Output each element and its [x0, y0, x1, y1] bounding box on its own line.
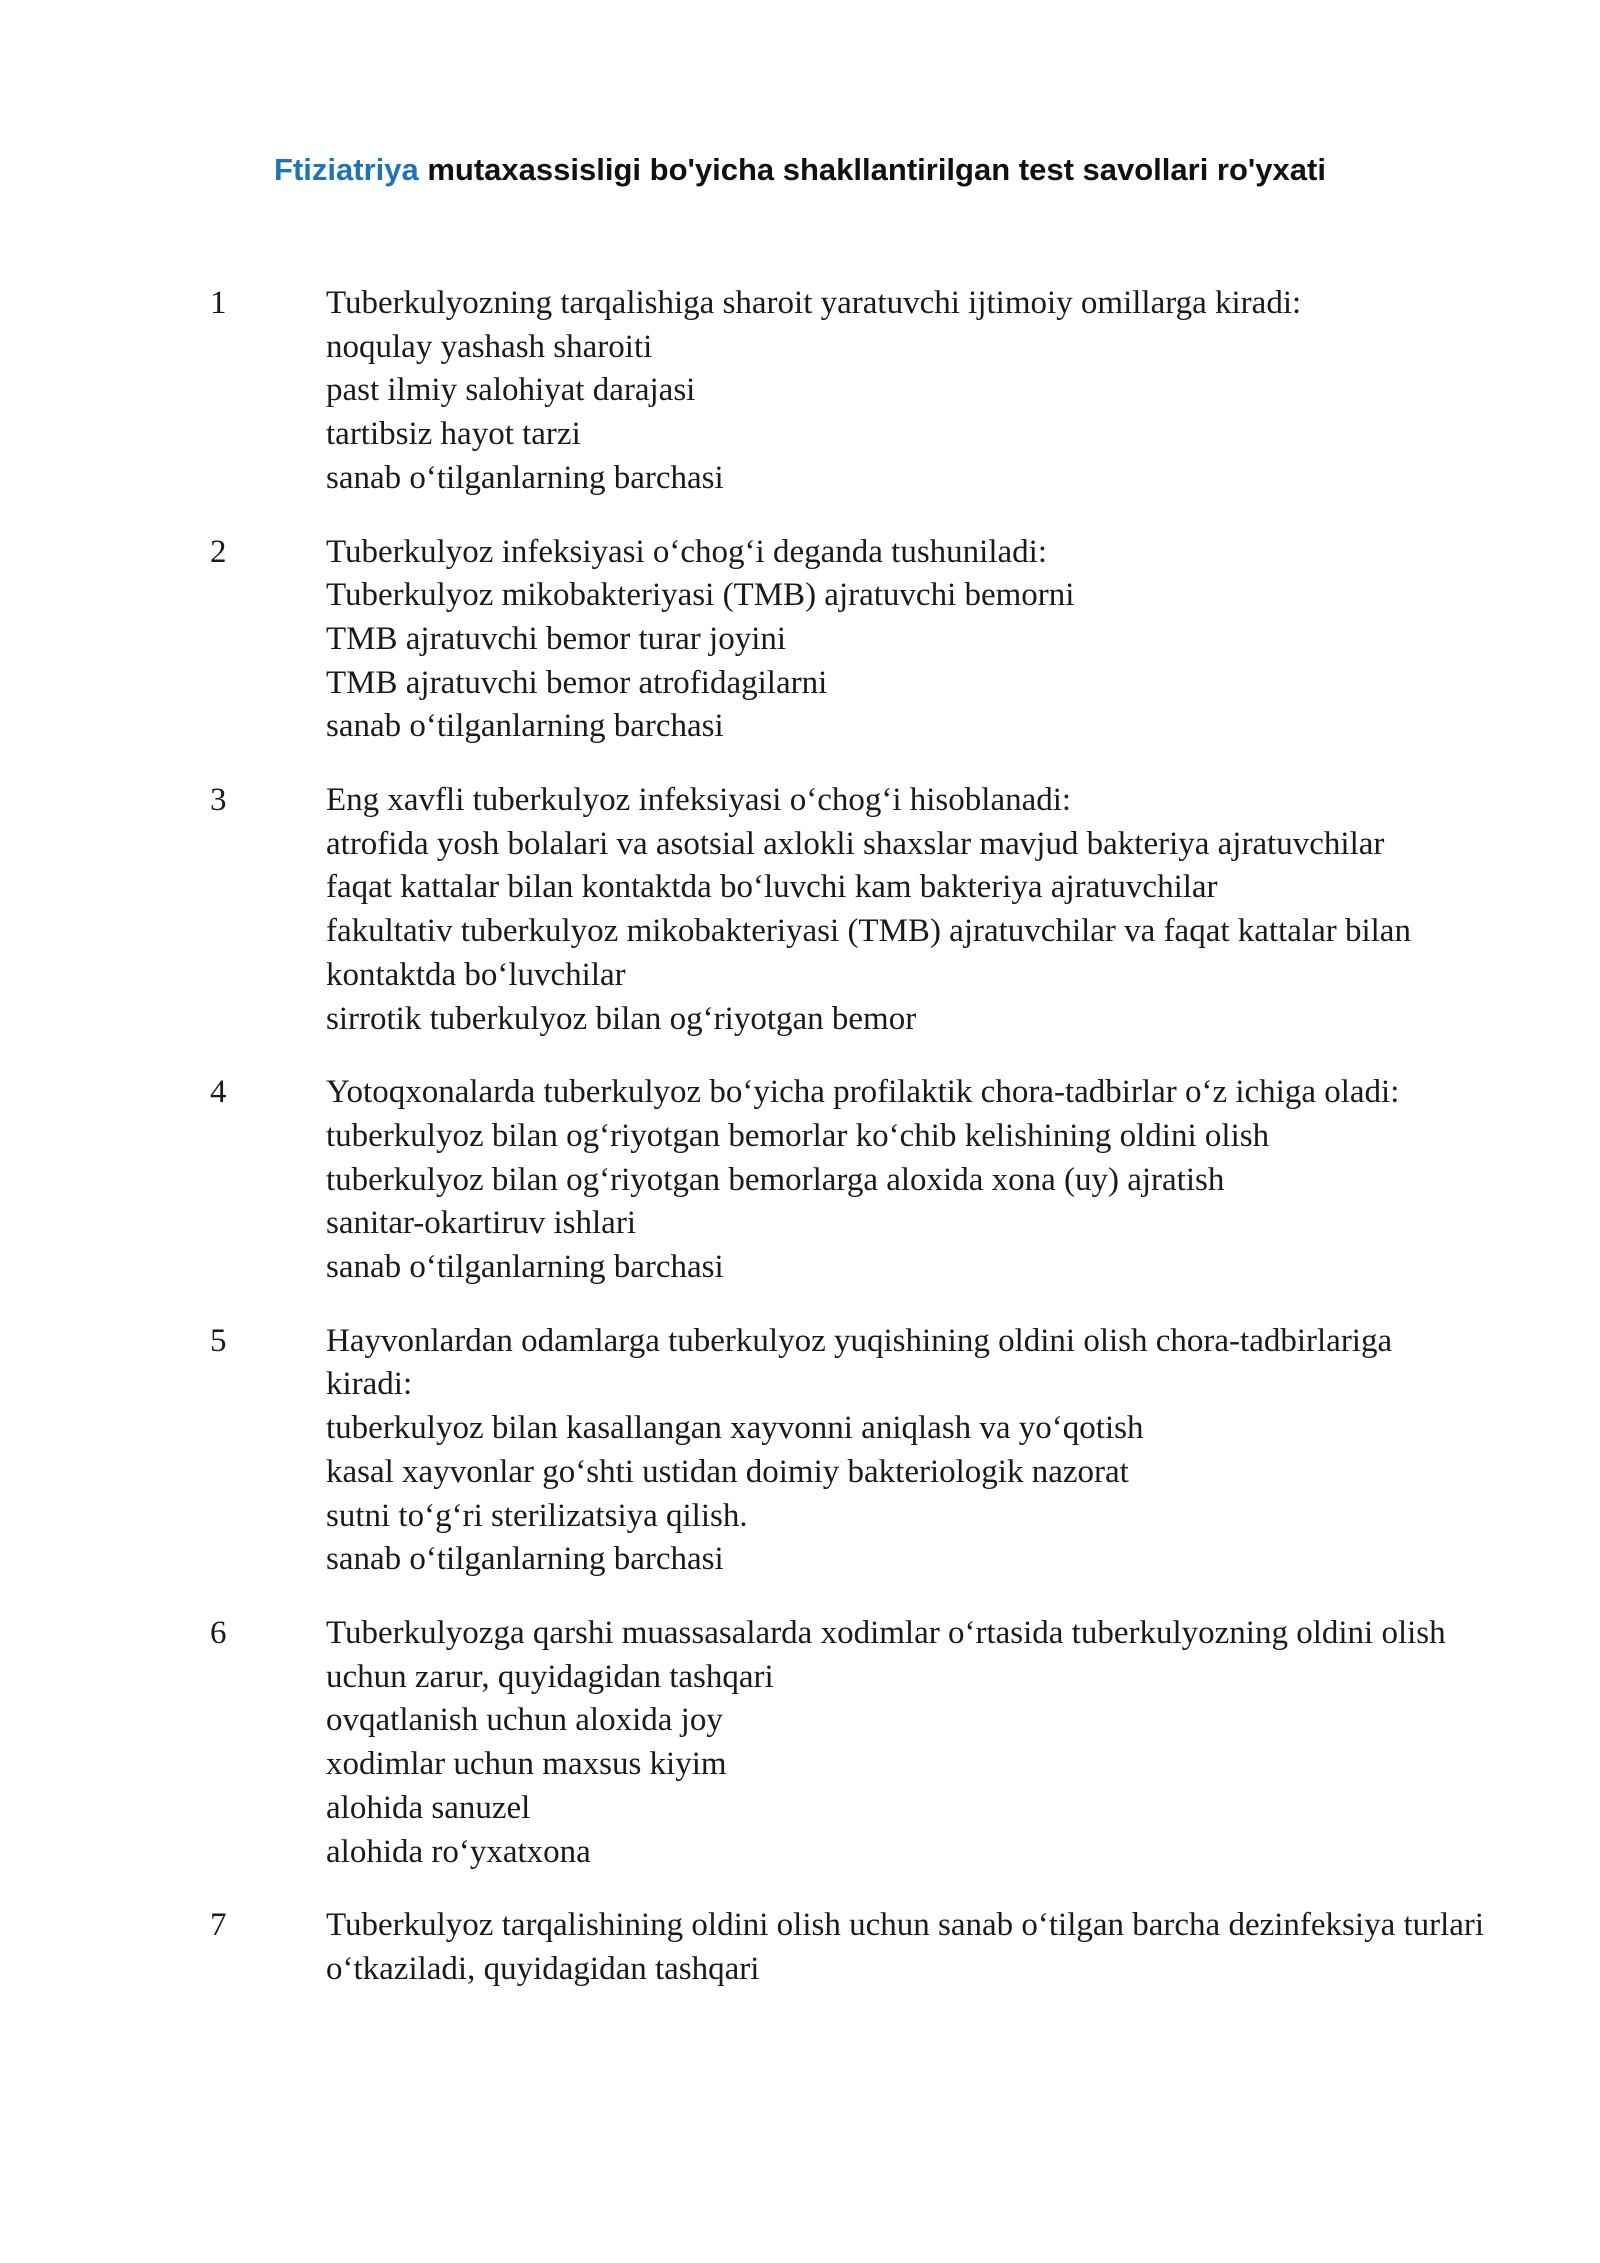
question-number: 3: [210, 782, 227, 819]
question-item: [0, 1071, 1600, 1290]
title-subject: Ftiziatriya: [274, 152, 419, 187]
question-item: [0, 531, 1600, 750]
answer-option: sanab o‘tilganlarning barchasi: [326, 1541, 724, 1578]
answer-option: tartibsiz hayot tarzi: [326, 416, 581, 453]
question-number: 5: [210, 1322, 227, 1359]
answer-option: sirrotik tuberkulyoz bilan og‘riyotgan bemor: [326, 1000, 917, 1037]
answer-option: tuberkulyoz bilan og‘riyotgan bemorlar ko‘chib kelishining oldini olish: [326, 1117, 1270, 1154]
answer-option: fakultativ tuberkulyoz mikobakteriyasi (TMB) ajratuvchilar va faqat kattalar bilan kontaktda bo‘luvchilar: [326, 913, 1411, 993]
question-item: [0, 779, 1600, 1041]
question-body: [326, 779, 1486, 1041]
question-text: Yotoqxonalarda tuberkulyoz bo‘yicha profilaktik chora-tadbirlar o‘z ichiga oladi:: [326, 1074, 1400, 1111]
answer-option: tuberkulyoz bilan kasallangan xayvonni aniqlash va yo‘qotish: [326, 1410, 1144, 1447]
answer-option: Tuberkulyoz mikobakteriyasi (TMB) ajratuvchi bemorni: [326, 577, 1075, 614]
answer-option: tuberkulyoz bilan og‘riyotgan bemorlarga aloxida xona (uy) ajratish: [326, 1161, 1225, 1198]
question-text: Eng xavfli tuberkulyoz infeksiyasi o‘chog‘i hisoblanadi:: [326, 782, 1072, 819]
question-item: [0, 1904, 1600, 1991]
answer-option: sanitar-okartiruv ishlari: [326, 1205, 636, 1242]
answer-option: sutni to‘g‘ri sterilizatsiya qilish.: [326, 1497, 748, 1534]
answer-option: xodimlar uchun maxsus kiyim: [326, 1746, 727, 1783]
question-item: [0, 282, 1600, 501]
question-body: [326, 1904, 1486, 1991]
question-text: Hayvonlardan odamlarga tuberkulyoz yuqishining oldini olish chora-tadbirlariga kiradi:: [326, 1322, 1393, 1403]
answer-option: alohida ro‘yxatxona: [326, 1833, 591, 1870]
answer-option: faqat kattalar bilan kontaktda bo‘luvchi kam bakteriya ajratuvchilar: [326, 869, 1218, 906]
answer-option: past ilmiy salohiyat darajasi: [326, 372, 696, 409]
question-number: 6: [210, 1614, 227, 1651]
question-body: [326, 531, 1486, 750]
question-body: [326, 282, 1486, 501]
question-text: Tuberkulyoz tarqalishining oldini olish uchun sanab o‘tilgan barcha dezinfeksiya turlari o‘tkaziladi, quyidagidan tashqari: [326, 1907, 1485, 1987]
question-text: Tuberkulyozning tarqalishiga sharoit yaratuvchi ijtimoiy omillarga kiradi:: [326, 285, 1302, 321]
answer-option: sanab o‘tilganlarning barchasi: [326, 708, 724, 745]
answer-option: alohida sanuzel: [326, 1789, 531, 1826]
question-list: [0, 282, 1600, 2022]
question-body: [326, 1612, 1486, 1874]
question-body: [326, 1320, 1486, 1582]
answer-option: TMB ajratuvchi bemor atrofidagilarni: [326, 664, 828, 701]
title-rest: mutaxassisligi bo'yicha shakllantirilgan test savollari ro'yxati: [418, 152, 1326, 187]
question-item: [0, 1612, 1600, 1874]
question-number: 4: [210, 1074, 227, 1111]
answer-option: atrofida yosh bolalari va asotsial axlokli shaxslar mavjud bakteriya ajratuvchilar: [326, 825, 1385, 862]
question-body: [326, 1071, 1486, 1290]
question-text: Tuberkulyoz infeksiyasi o‘chog‘i deganda tushuniladi:: [326, 533, 1047, 570]
answer-option: ovqatlanish uchun aloxida joy: [326, 1702, 723, 1739]
answer-option: sanab o‘tilganlarning barchasi: [326, 1249, 724, 1286]
answer-option: sanab o‘tilganlarning barchasi: [326, 459, 724, 496]
question-number: 1: [210, 285, 227, 321]
answer-option: TMB ajratuvchi bemor turar joyini: [326, 620, 787, 657]
document-title: [0, 152, 1600, 188]
answer-option: kasal xayvonlar go‘shti ustidan doimiy bakteriologik nazorat: [326, 1453, 1129, 1490]
question-item: [0, 1320, 1600, 1582]
question-text: Tuberkulyozga qarshi muassasalarda xodimlar o‘rtasida tuberkulyozning oldini olish uchun zarur, quyidagidan tashqari: [326, 1614, 1446, 1695]
question-number: 7: [210, 1907, 227, 1944]
answer-option: noqulay yashash sharoiti: [326, 328, 653, 365]
question-number: 2: [210, 533, 227, 570]
